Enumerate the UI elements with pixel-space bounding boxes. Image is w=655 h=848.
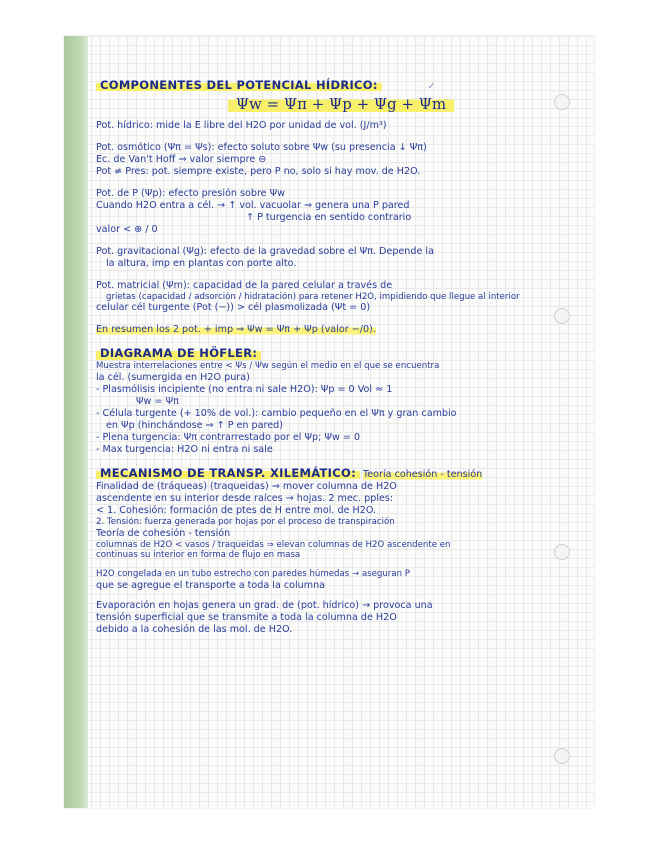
summary-line: En resumen los 2 pot. + imp ⇒ Ψw = Ψπ + Ψp (valor −/0).	[96, 324, 376, 336]
gravity-section	[96, 246, 586, 270]
xylem-line: continuas su interior en forma de flujo en masa	[96, 550, 301, 561]
notebook-page	[64, 36, 594, 808]
punch-hole	[554, 748, 570, 764]
hofler-line: Muestra interrelaciones entre < Ψs / Ψw según el medio en el que se encuentra	[96, 361, 440, 372]
notes-content	[96, 78, 586, 646]
pressure-line: valor < ⊕ / 0	[96, 223, 158, 235]
xylem-line: columnas de H2O < vasos / traqueidas ⇒ elevan columnas de H2O ascendente en	[96, 539, 451, 550]
gravity-line: la altura, imp en plantas con porte alto.	[106, 257, 297, 269]
xylem-title: MECANISMO DE TRANSP. XILEMÁTICO:	[96, 466, 360, 480]
matric-line: Pot. matricial (Ψm): capacidad de la pared celular a través de	[96, 279, 393, 291]
osmotic-line: Pot ≠ Pres: pot. siempre existe, pero P no, solo si hay mov. de H2O.	[96, 165, 421, 177]
hofler-title: DIAGRAMA DE HÖFLER:	[96, 346, 261, 360]
matric-line: grietas (capacidad / adsorción / hidratación) para retener H2O, impidiendo que llegue al interior	[106, 291, 520, 302]
hofler-line: Ψw = Ψπ	[136, 395, 179, 407]
pressure-section	[96, 188, 586, 236]
hofler-line: en Ψp (hinchándose ⇒ ↑ P en pared)	[106, 419, 283, 431]
hofler-line: - Max turgencia: H2O ni entra ni sale	[96, 443, 273, 455]
osmotic-section	[96, 142, 586, 178]
matric-section	[96, 280, 586, 315]
hofler-line: la cél. (sumergida en H2O pura)	[96, 371, 250, 383]
hofler-line: - Célula turgente (+ 10% de vol.): cambio pequeño en el Ψπ y gran cambio	[96, 407, 457, 419]
osmotic-line: Pot. osmótico (Ψπ = Ψs): efecto soluto sobre Ψw (su presencia ↓ Ψπ)	[96, 141, 427, 153]
xylem-line: H2O congelada en un tubo estrecho con paredes húmedas → aseguran P	[96, 569, 410, 579]
hofler-line: - Plasmólisis incipiente (no entra ni sale H2O): Ψp = 0 Vol ≈ 1	[96, 383, 393, 395]
page-title: COMPONENTES DEL POTENCIAL HÍDRICO:	[96, 78, 382, 92]
water-potential-formula: Ψw = Ψπ + Ψp + Ψg + Ψm	[96, 95, 586, 114]
xylem-line: que se agregue el transporte a toda la columna	[96, 579, 326, 591]
notebook-binding	[64, 36, 88, 808]
xylem-line: tensión superficial que se transmite a toda la columna de H2O	[96, 611, 397, 623]
xylem-line: < 1. Cohesión: formación de ptes de H entre mol. de H2O.	[96, 504, 377, 516]
xylem-subtitle: Teoría cohesión - tensión	[363, 468, 483, 480]
hofler-section	[96, 346, 586, 456]
hofler-line: - Plena turgencia: Ψπ contrarrestado por el Ψp; Ψw = 0	[96, 431, 361, 443]
xylem-section	[96, 466, 586, 636]
gravity-line: Pot. gravitacional (Ψg): efecto de la gravedad sobre el Ψπ. Depende la	[96, 245, 434, 257]
pressure-line: ↑ P turgencia en sentido contrario	[246, 211, 412, 223]
checkmark-icon: ✓	[384, 81, 436, 92]
definition-line: Pot. hídrico: mide la E libre del H2O por unidad de vol. (J/m³)	[96, 119, 387, 131]
xylem-line: Teoría de cohesión - tensión	[96, 527, 231, 539]
pressure-line: Cuando H2O entra a cél. → ↑ vol. vacuolar ⇒ genera una P pared	[96, 199, 410, 211]
matric-line: celular cél turgente (Pot (−)) > cél plasmolizada (Ψt = 0)	[96, 302, 371, 314]
osmotic-line: Ec. de Van't Hoff ⇒ valor siempre ⊖	[96, 153, 267, 165]
xylem-line: debido a la cohesión de las mol. de H2O.	[96, 623, 293, 635]
xylem-line: Evaporación en hojas genera un grad. de (pot. hídrico) → provoca una	[96, 599, 433, 611]
pressure-line: Pot. de P (Ψp): efecto presión sobre Ψw	[96, 187, 286, 199]
xylem-line: 2. Tensión: fuerza generada por hojas por el proceso de transpiración	[96, 516, 395, 527]
xylem-line: ascendente en su interior desde raíces → hojas. 2 mec. pples:	[96, 492, 394, 504]
xylem-line: Finalidad de (tráqueas) (traqueidas) ⇒ mover columna de H2O	[96, 480, 397, 492]
